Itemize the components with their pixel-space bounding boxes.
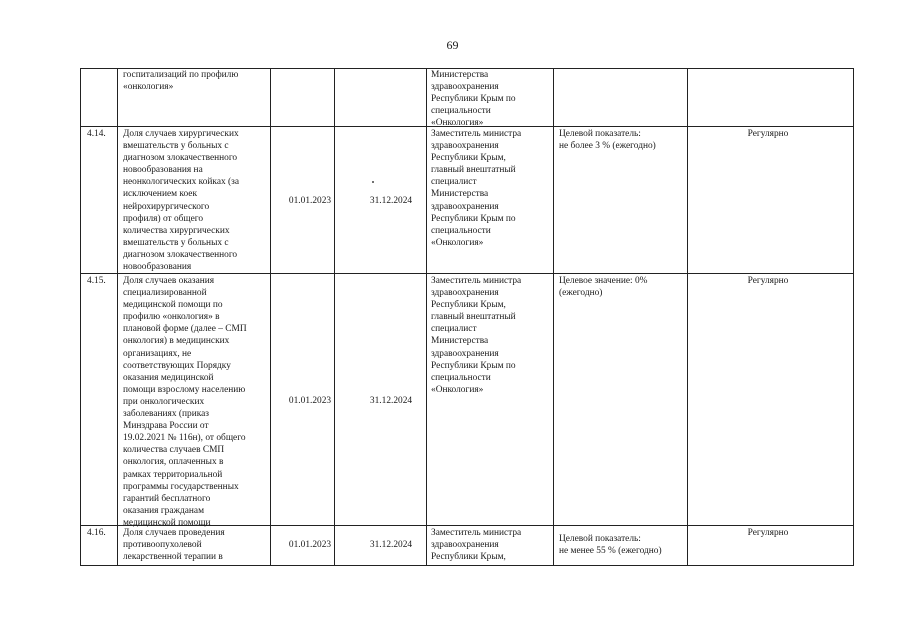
text-line: здравоохранения bbox=[431, 82, 499, 93]
text-line: вмешательств у больных с bbox=[123, 141, 229, 152]
row-responsible bbox=[431, 128, 553, 249]
text-line: Министерства bbox=[431, 336, 489, 347]
text-line: неонкологических койках (за bbox=[123, 177, 240, 188]
end-date: 31.12.2024 bbox=[369, 396, 413, 406]
text-line: «Онкология» bbox=[431, 118, 484, 129]
text-line: «Онкология» bbox=[431, 237, 484, 248]
text-line: специальности bbox=[431, 372, 491, 383]
text-line: «онкология» bbox=[123, 82, 174, 93]
row-frequency: Регулярно bbox=[747, 129, 789, 139]
text-line: диагнозом злокачественного bbox=[123, 249, 238, 260]
text-line: Минздрава России от bbox=[123, 421, 209, 432]
text-line: Республики Крым, bbox=[431, 552, 506, 563]
text-line: плановой форме (далее – СМП bbox=[123, 324, 247, 335]
column-divider bbox=[334, 68, 335, 566]
text-line: Доля случаев хирургических bbox=[123, 129, 239, 139]
text-line: Заместитель министра bbox=[431, 276, 522, 286]
text-line: медицинской помощи по bbox=[123, 300, 223, 311]
end-date: 31.12.2024 bbox=[369, 196, 413, 206]
text-line: Заместитель министра bbox=[431, 129, 522, 139]
text-line: Республики Крым по bbox=[431, 94, 516, 105]
text-line: здравоохранения bbox=[431, 201, 499, 212]
text-line: специалист bbox=[431, 324, 477, 335]
text-line: профилю «онкология» в bbox=[123, 312, 220, 323]
text-line: специализированной bbox=[123, 288, 207, 299]
row-responsible bbox=[431, 527, 553, 563]
row-responsible bbox=[431, 275, 553, 396]
text-line: 19.02.2021 № 116н), от общего bbox=[123, 433, 246, 444]
column-divider bbox=[687, 68, 688, 566]
text-line: «Онкология» bbox=[431, 384, 484, 395]
row-number: 4.16. bbox=[87, 528, 106, 538]
text-line: специалист bbox=[431, 177, 477, 188]
start-date: 01.01.2023 bbox=[288, 196, 332, 206]
text-line: количества хирургических bbox=[123, 225, 230, 236]
text-line: нейрохирургического bbox=[123, 201, 210, 212]
text-line: Республики Крым, bbox=[431, 300, 506, 311]
text-line: исключением коек bbox=[123, 189, 198, 200]
row-number: 4.15. bbox=[87, 276, 106, 286]
text-line: Министерства bbox=[431, 189, 489, 200]
text-line: диагнозом злокачественного bbox=[123, 153, 238, 164]
text-line: программы государственных bbox=[123, 481, 239, 492]
column-divider bbox=[117, 68, 118, 566]
text-line: главный внештатный bbox=[431, 312, 516, 323]
text-line: Республики Крым по bbox=[431, 360, 516, 371]
row-target bbox=[559, 128, 687, 152]
text-line: новообразования на bbox=[123, 165, 203, 176]
row-divider bbox=[81, 565, 853, 566]
text-line: Республики Крым по bbox=[431, 213, 516, 224]
continuation-responsible bbox=[431, 69, 553, 129]
text-line: не менее 55 % (ежегодно) bbox=[559, 546, 662, 557]
text-line: медицинской помощи bbox=[123, 517, 211, 528]
text-line: здравоохранения bbox=[431, 141, 499, 152]
row-target bbox=[559, 275, 687, 299]
text-line: специальности bbox=[431, 106, 491, 117]
continuation-description bbox=[123, 69, 307, 93]
text-line: оказания гражданам bbox=[123, 505, 205, 516]
text-line: специальности bbox=[431, 225, 491, 236]
text-line: оказания медицинской bbox=[123, 372, 214, 383]
row-target bbox=[559, 533, 687, 557]
text-line: лекарственной терапии в bbox=[123, 552, 223, 563]
text-line: профиля) от общего bbox=[123, 213, 204, 224]
page-number: 69 bbox=[446, 38, 459, 52]
text-line: помощи взрослому населению bbox=[123, 384, 246, 395]
text-line: Республики Крым, bbox=[431, 153, 506, 164]
row-number: 4.14. bbox=[87, 129, 106, 139]
column-divider bbox=[426, 68, 427, 566]
end-date: 31.12.2024 bbox=[369, 540, 413, 550]
text-line: количества случаев СМП bbox=[123, 445, 225, 456]
text-line: Целевое значение: 0% bbox=[559, 276, 648, 286]
text-line: соответствующих Порядку bbox=[123, 360, 231, 371]
text-line: организациях, не bbox=[123, 348, 192, 359]
text-line: Доля случаев оказания bbox=[123, 276, 215, 286]
text-line: заболеваниях (приказ bbox=[123, 409, 209, 420]
text-line: (ежегодно) bbox=[559, 288, 603, 299]
start-date: 01.01.2023 bbox=[288, 540, 332, 550]
start-date: 01.01.2023 bbox=[288, 396, 332, 406]
row-divider bbox=[81, 273, 853, 274]
row-frequency: Регулярно bbox=[747, 528, 789, 538]
text-line: противоопухолевой bbox=[123, 540, 202, 551]
text-line: госпитализаций по профилю bbox=[123, 70, 239, 80]
text-line: здравоохранения bbox=[431, 540, 499, 551]
measures-table bbox=[80, 68, 854, 566]
text-line: рамках территориальной bbox=[123, 469, 223, 480]
text-line: при онкологических bbox=[123, 396, 205, 407]
text-line: Целевой показатель: bbox=[559, 129, 641, 139]
text-line: новообразования bbox=[123, 262, 192, 273]
text-line: здравоохранения bbox=[431, 348, 499, 359]
text-line: Заместитель министра bbox=[431, 528, 522, 538]
text-line: гарантий бесплатного bbox=[123, 493, 211, 504]
text-line: онкология) в медицинских bbox=[123, 336, 230, 347]
text-line: здравоохранения bbox=[431, 288, 499, 299]
text-line: Доля случаев проведения bbox=[123, 528, 225, 538]
text-line: Целевой показатель: bbox=[559, 534, 641, 544]
text-line: вмешательств у больных с bbox=[123, 237, 229, 248]
text-line: главный внештатный bbox=[431, 165, 516, 176]
text-line: Министерства bbox=[431, 70, 489, 80]
text-line: не более 3 % (ежегодно) bbox=[559, 141, 656, 152]
text-line: онкология, оплаченных в bbox=[123, 457, 224, 468]
row-frequency: Регулярно bbox=[747, 276, 789, 286]
stray-mark bbox=[372, 181, 374, 183]
column-divider bbox=[553, 68, 554, 566]
